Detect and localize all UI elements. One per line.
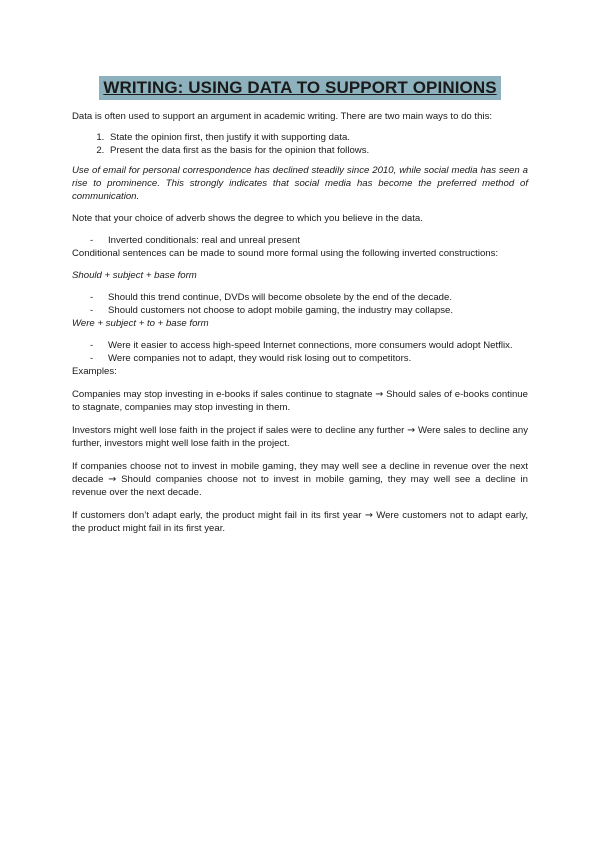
example-after: Were sales to decline any further, investors might well lose faith in the project. bbox=[72, 425, 528, 449]
dash-bullet: - bbox=[90, 353, 94, 364]
arrow-icon: → bbox=[364, 510, 373, 521]
examples-heading: Examples: bbox=[72, 366, 117, 377]
were-example-text: Were it easier to access high-speed Internet connections, more consumers would adopt Netflix. bbox=[108, 340, 513, 351]
should-example-item bbox=[72, 291, 528, 304]
arrow-icon: → bbox=[108, 474, 117, 485]
page-title: WRITING: USING DATA TO SUPPORT OPINIONS bbox=[99, 76, 500, 100]
pattern-should: Should + subject + base form bbox=[72, 270, 197, 281]
example-before: Companies may stop investing in e-books if sales continue to stagnate bbox=[72, 389, 373, 400]
should-example-item bbox=[72, 304, 528, 317]
were-example-text: Were companies not to adapt, they would risk losing out to competitors. bbox=[108, 353, 412, 364]
example-paragraph bbox=[72, 460, 528, 499]
topic-item-text: Inverted conditionals: real and unreal present bbox=[108, 235, 300, 246]
should-example-text: Should this trend continue, DVDs will become obsolete by the end of the decade. bbox=[108, 292, 452, 303]
title-wrapper bbox=[72, 76, 528, 100]
were-example-item bbox=[72, 352, 528, 365]
arrow-icon: → bbox=[407, 425, 416, 436]
document-page bbox=[72, 76, 528, 545]
dash-bullet: - bbox=[90, 305, 94, 316]
dash-bullet: - bbox=[90, 340, 94, 351]
example-quote: Use of email for personal correspondence has declined steadily since 2010, while social media has seen a rise to prominence. This strongly indicates that social media has become the preferred method of communication. bbox=[72, 165, 528, 202]
method-item: 1. State the opinion first, then justify it with supporting data. bbox=[107, 131, 528, 144]
conditional-intro: Conditional sentences can be made to sound more formal using the following inverted constructions: bbox=[72, 248, 499, 259]
dash-bullet: - bbox=[90, 292, 94, 303]
methods-list bbox=[72, 131, 528, 157]
dash-bullet: - bbox=[90, 235, 94, 246]
should-example-text: Should customers not choose to adopt mobile gaming, the industry may collapse. bbox=[108, 305, 454, 316]
pattern-were: Were + subject + to + base form bbox=[72, 318, 209, 329]
example-after: Should sales of e-books continue to stagnate, companies may stop investing in them. bbox=[72, 389, 528, 413]
topic-item bbox=[72, 234, 528, 247]
were-examples-list bbox=[72, 339, 528, 365]
example-before: If customers don’t adapt early, the product might fail in its first year bbox=[72, 510, 362, 521]
arrow-icon: → bbox=[375, 389, 384, 400]
example-before: If companies choose not to invest in mobile gaming, they may well see a decline in revenue over the next decade bbox=[72, 461, 528, 485]
method-item: 2. Present the data first as the basis for the opinion that follows. bbox=[107, 144, 528, 157]
adverb-note: Note that your choice of adverb shows the degree to which you believe in the data. bbox=[72, 213, 423, 224]
example-after: Were customers not to adapt early, the product might fail in its first year. bbox=[72, 510, 528, 534]
example-after: Should companies choose not to invest in mobile gaming, they may well see a decline in revenue over the next decade. bbox=[72, 474, 528, 498]
example-paragraph bbox=[72, 388, 528, 414]
example-paragraph bbox=[72, 424, 528, 450]
should-examples-list bbox=[72, 291, 528, 317]
were-example-item bbox=[72, 339, 528, 352]
example-paragraph bbox=[72, 509, 528, 535]
intro-paragraph: Data is often used to support an argument in academic writing. There are two main ways to do this: bbox=[72, 111, 493, 122]
example-before: Investors might well lose faith in the project if sales were to decline any further bbox=[72, 425, 405, 436]
topic-list bbox=[72, 234, 528, 247]
